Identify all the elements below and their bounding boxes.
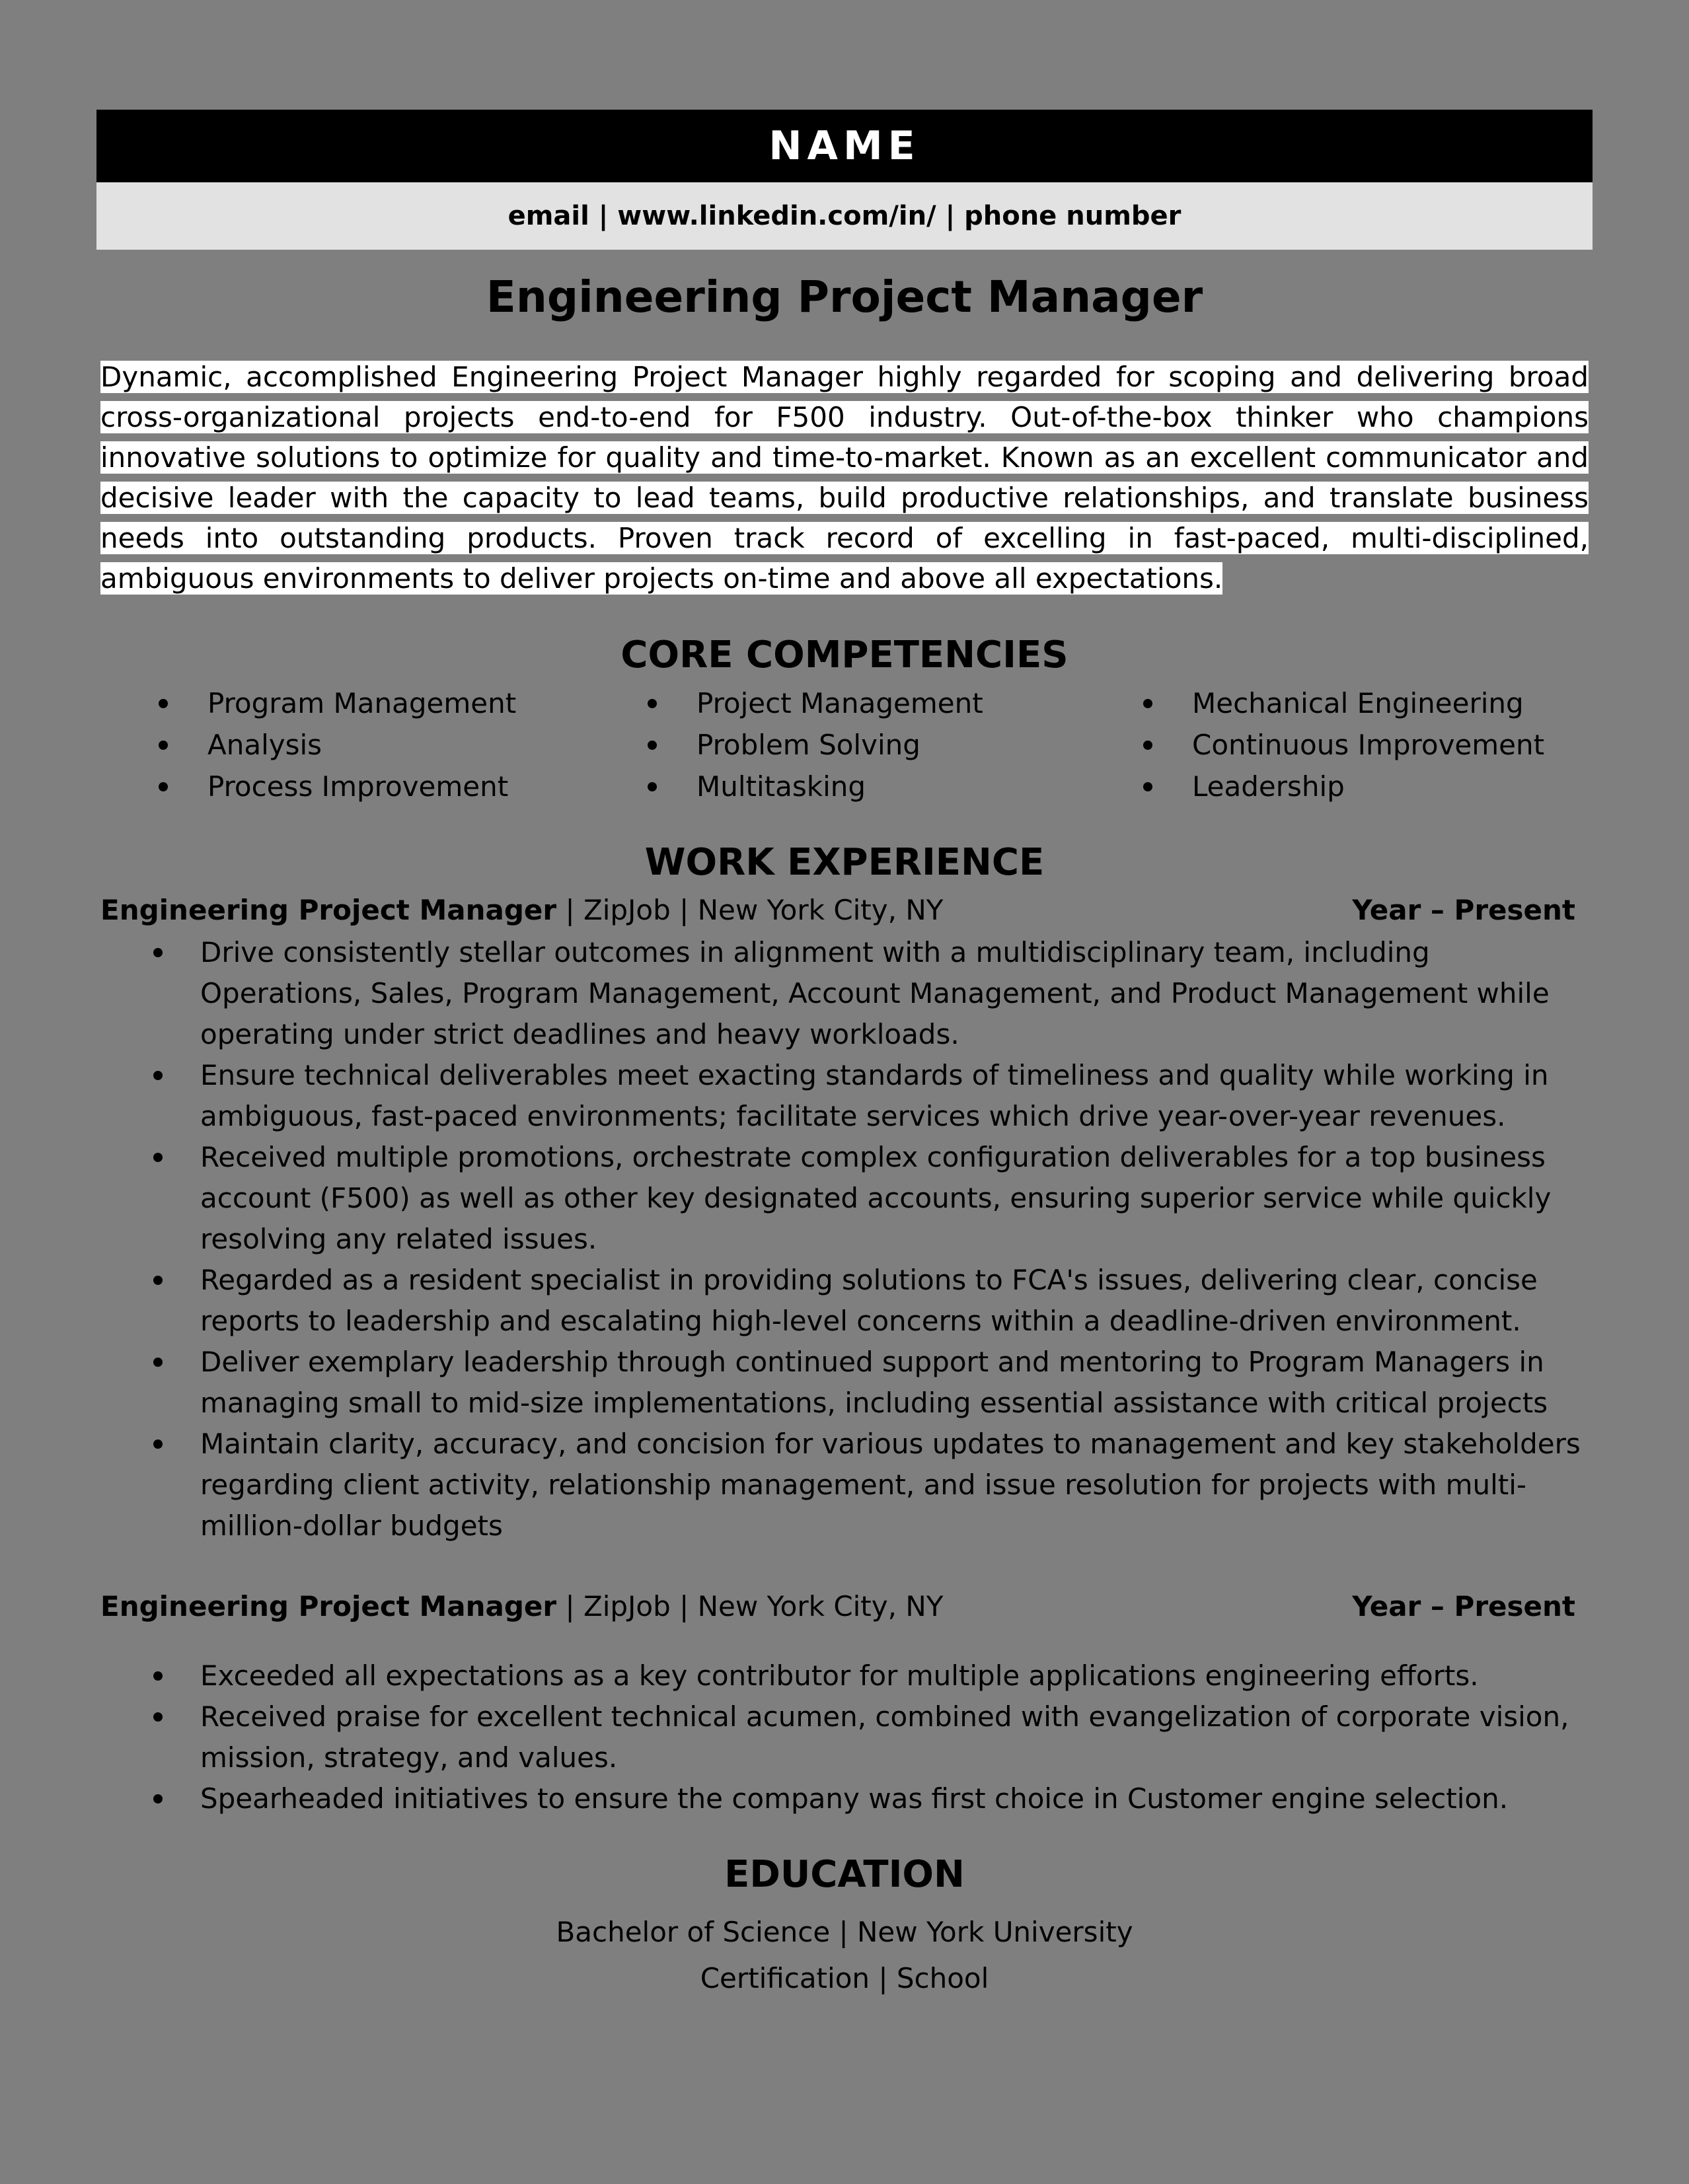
competency-label: Leadership bbox=[1192, 770, 1345, 803]
bullet-icon bbox=[153, 1153, 163, 1162]
education-heading: EDUCATION bbox=[724, 1853, 965, 1896]
competency-item bbox=[1088, 766, 1593, 807]
competency-item bbox=[96, 682, 592, 724]
professional-summary bbox=[100, 357, 1589, 599]
summary-text: Dynamic, accomplished Engineering Project Manager highly regarded for scoping and delivering broad cross-organizational projects end-to-end for F500 industry. Out-of-the-box thinker who champions innovative solutions to optimize for quality and time-to-market. Known as an excellent communicator and decisive leader with the capacity to lead teams, build productive relationships, and translate business needs into outstanding products. Proven track record of excelling in fast-paced, multi-disciplined, ambiguous environments to deliver projects on-time and above all expectations. bbox=[100, 361, 1589, 595]
job-title-line bbox=[100, 891, 943, 930]
bullet-text: Regarded as a resident specialist in providing solutions to FCA's issues, delivering clear, concise reports to leadership and escalating high-level concerns within a deadline-driven environment. bbox=[200, 1264, 1538, 1337]
contact-info: email | www.linkedin.com/in/ | phone number bbox=[507, 201, 1182, 231]
work-experience-heading: WORK EXPERIENCE bbox=[644, 841, 1045, 884]
bullet-icon bbox=[1143, 699, 1152, 708]
competency-item bbox=[592, 724, 1088, 766]
bullet-icon bbox=[153, 1358, 163, 1367]
competency-label: Problem Solving bbox=[696, 729, 920, 761]
bullet-text: Spearheaded initiatives to ensure the company was first choice in Customer engine selection. bbox=[200, 1782, 1509, 1815]
competency-label: Mechanical Engineering bbox=[1192, 687, 1524, 719]
bullet-icon bbox=[1143, 782, 1152, 791]
competency-item bbox=[1088, 682, 1593, 724]
job-details: | ZipJob | New York City, NY bbox=[556, 1590, 944, 1622]
competency-label: Multitasking bbox=[696, 770, 866, 803]
bullet-icon bbox=[153, 1671, 163, 1681]
bullet-text: Exceeded all expectations as a key contributor for multiple applications engineering efforts. bbox=[200, 1659, 1479, 1692]
competency-label: Program Management bbox=[207, 687, 517, 719]
bullet-text: Ensure technical deliverables meet exacting standards of timeliness and quality while working in ambiguous, fast-paced environments; facilitate services which drive year-over-year revenues. bbox=[200, 1059, 1549, 1132]
contact-banner bbox=[96, 182, 1593, 250]
core-competencies-heading: CORE COMPETENCIES bbox=[620, 634, 1069, 676]
bullet-text: Maintain clarity, accuracy, and concision for various updates to management and key stakeholders regarding client activity, relationship management, and issue resolution for projects with multi-million-dollar budgets bbox=[200, 1428, 1581, 1542]
job-header bbox=[100, 891, 1575, 930]
bullet-icon bbox=[153, 1439, 163, 1449]
bullet-text: Received praise for excellent technical acumen, combined with evangelization of corporate vision, mission, strategy, and values. bbox=[200, 1700, 1569, 1774]
competencies-grid bbox=[96, 682, 1593, 807]
bullet-icon bbox=[153, 948, 163, 957]
bullet-icon bbox=[159, 741, 168, 750]
bullet-icon bbox=[153, 1794, 163, 1803]
bullet-icon bbox=[153, 1712, 163, 1722]
education-degree: Bachelor of Science | New York University bbox=[556, 1916, 1133, 1948]
competencies-column bbox=[1088, 682, 1593, 807]
competency-item bbox=[1088, 724, 1593, 766]
list-item bbox=[100, 1260, 1581, 1342]
bullet-icon bbox=[648, 741, 657, 750]
list-item bbox=[100, 1778, 1581, 1819]
job-role: Engineering Project Manager bbox=[100, 1590, 557, 1622]
competency-item bbox=[96, 724, 592, 766]
competency-item bbox=[592, 766, 1088, 807]
bullet-icon bbox=[648, 699, 657, 708]
education-certification: Certification | School bbox=[700, 1962, 989, 1994]
job-role: Engineering Project Manager bbox=[100, 894, 557, 926]
bullet-icon bbox=[159, 782, 168, 791]
competency-label: Analysis bbox=[207, 729, 322, 761]
list-item bbox=[100, 1055, 1581, 1137]
list-item bbox=[100, 1656, 1581, 1696]
bullet-icon bbox=[153, 1071, 163, 1080]
name-banner bbox=[96, 110, 1593, 182]
candidate-name: NAME bbox=[769, 123, 920, 169]
list-item bbox=[100, 932, 1581, 1055]
list-item bbox=[100, 1137, 1581, 1260]
competencies-column bbox=[592, 682, 1088, 807]
bullet-text: Received multiple promotions, orchestrate complex configuration deliverables for a top business account (F500) as well as other key designated accounts, ensuring superior service while quickly resolving any related issues. bbox=[200, 1141, 1552, 1255]
job-title-line bbox=[100, 1587, 943, 1626]
competency-label: Process Improvement bbox=[207, 770, 509, 803]
list-item bbox=[100, 1424, 1581, 1547]
resume-title: Engineering Project Manager bbox=[486, 272, 1203, 322]
bullet-text: Drive consistently stellar outcomes in alignment with a multidisciplinary team, including Operations, Sales, Program Management, Account Management, and Product Management while operating under strict deadlines and heavy workloads. bbox=[200, 936, 1550, 1050]
job-dates: Year – Present bbox=[1352, 894, 1575, 926]
list-item bbox=[100, 1696, 1581, 1778]
bullet-icon bbox=[1143, 741, 1152, 750]
job-header bbox=[100, 1587, 1575, 1626]
competency-label: Continuous Improvement bbox=[1192, 729, 1545, 761]
job-bullets bbox=[100, 932, 1581, 1547]
job-dates: Year – Present bbox=[1352, 1590, 1575, 1622]
bullet-text: Deliver exemplary leadership through continued support and mentoring to Program Managers in managing small to mid-size implementations, including essential assistance with critical projects bbox=[200, 1346, 1548, 1419]
job-details: | ZipJob | New York City, NY bbox=[556, 894, 944, 926]
bullet-icon bbox=[648, 782, 657, 791]
job-bullets bbox=[100, 1656, 1581, 1819]
competency-item bbox=[592, 682, 1088, 724]
competencies-column bbox=[96, 682, 592, 807]
bullet-icon bbox=[153, 1276, 163, 1285]
list-item bbox=[100, 1342, 1581, 1424]
competency-label: Project Management bbox=[696, 687, 983, 719]
bullet-icon bbox=[159, 699, 168, 708]
competency-item bbox=[96, 766, 592, 807]
